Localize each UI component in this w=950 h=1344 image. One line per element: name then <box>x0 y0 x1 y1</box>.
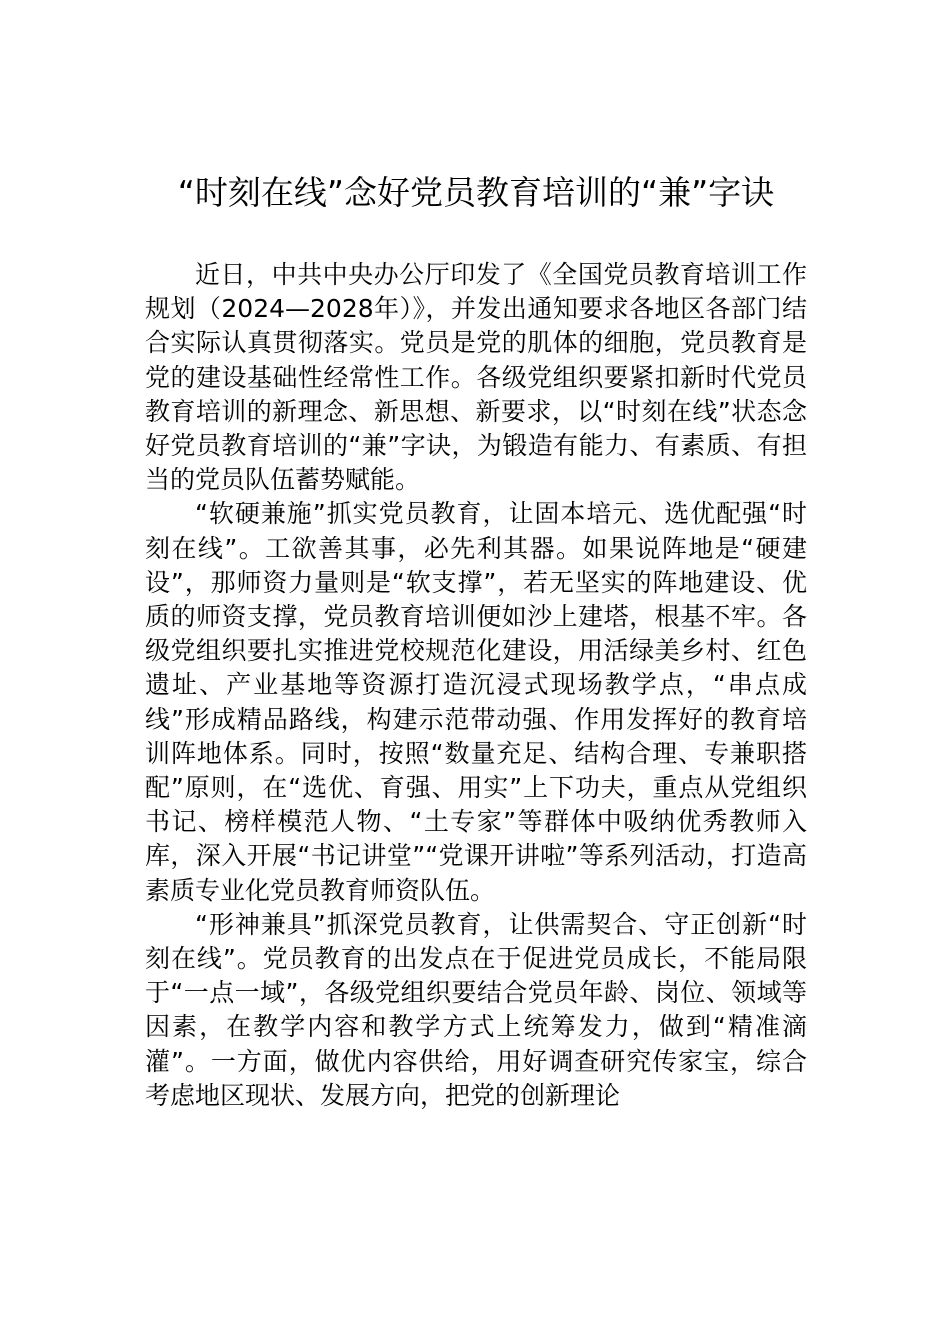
paragraph-form-spirit: “形神兼具”抓深党员教育，让供需契合、守正创新“时刻在线”。党员教育的出发点在于促进党员成长，不能局限于“一点一域”，各级党组织要结合党员年龄、岗位、领域等因素，在教学内容和教学方式上统筹发力，做到“精准滴灌”。一方面，做优内容供给，用好调查研究传家宝，综合考虑地区现状、发展方向，把党的创新理论 <box>145 909 807 1110</box>
document-body <box>145 258 807 1113</box>
document-page <box>145 0 807 1113</box>
paragraph-soft-hard: “软硬兼施”抓实党员教育，让固本培元、选优配强“时刻在线”。工欲善其事，必先利其器。如果说阵地是“硬建设”，那师资力量则是“软支撑”，若无坚实的阵地建设、优质的师资支撑，党员教育培训便如沙上建塔，根基不牢。各级党组织要扎实推进党校规范化建设，用活绿美乡村、红色遗址、产业基地等资源打造沉浸式现场教学点，“串点成线”形成精品路线，构建示范带动强、作用发挥好的教育培训阵地体系。同时，按照“数量充足、结构合理、专兼职搭配”原则，在“选优、育强、用实”上下功夫，重点从党组织书记、榜样模范人物、“土专家”等群体中吸纳优秀教师入库，深入开展“书记讲堂”“党课开讲啦”等系列活动，打造高素质专业化党员教育师资队伍。 <box>145 499 807 905</box>
document-title: “时刻在线”念好党员教育培训的“兼”字诀 <box>177 173 775 212</box>
paragraph-intro: 近日，中共中央办公厅印发了《全国党员教育培训工作规划（2024—2028年）》，并发出通知要求各地区各部门结合实际认真贯彻落实。党员是党的肌体的细胞，党员教育是党的建设基础性经常性工作。各级党组织要紧扣新时代党员教育培训的新理念、新思想、新要求，以“时刻在线”状态念好党员教育培训的“兼”字诀，为锻造有能力、有素质、有担当的党员队伍蓄势赋能。 <box>145 260 807 495</box>
